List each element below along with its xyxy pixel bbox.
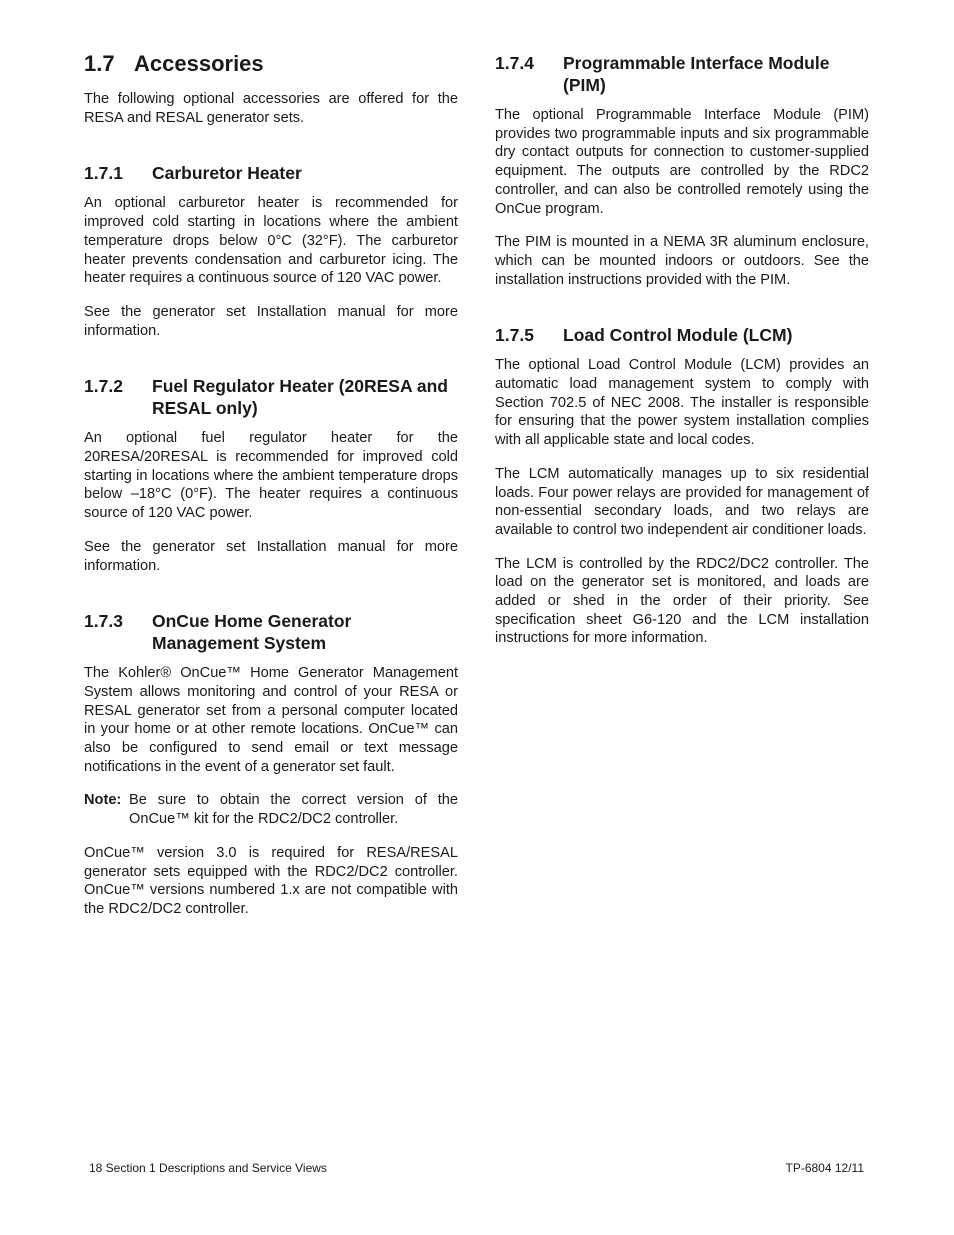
subsection-heading-lcm xyxy=(495,324,869,346)
paragraph: The LCM is controlled by the RDC2/DC2 controller. The load on the generator set is monitored, and loads are added or shed in the order of their priority. See specification sheet G6-120 and the LCM installation instructions for more information. xyxy=(495,555,869,647)
subsection-title: Load Control Module (LCM) xyxy=(563,325,793,346)
right-column xyxy=(495,50,869,663)
paragraph: The optional Load Control Module (LCM) provides an automatic load management system to comply with Section 702.5 of NEC 2008. The installer is responsible for ensuring that the power system installation complies with all applicable state and local codes. xyxy=(495,357,869,449)
section-title: Accessories xyxy=(134,51,264,76)
page-footer xyxy=(89,1161,864,1175)
subsection-title: Fuel Regulator Heater (20RESA and RESAL only) xyxy=(152,376,448,419)
footer-left: 18 Section 1 Descriptions and Service Views xyxy=(89,1161,327,1175)
paragraph: An optional carburetor heater is recommended for improved cold starting in locations where the ambient temperature drops below 0°C (32°F). The carburetor heater prevents condensation and carburetor icing. The heater requires a continuous source of 120 VAC power. xyxy=(84,195,458,287)
subsection-heading-fuel-regulator xyxy=(84,375,458,419)
subsection-title: OnCue Home Generator Management System xyxy=(152,611,352,654)
subsection-heading-carburetor xyxy=(84,162,458,184)
paragraph: The PIM is mounted in a NEMA 3R aluminum enclosure, which can be mounted indoors or outdoors. See the installation instructions provided with the PIM. xyxy=(495,234,869,288)
subsection-number: 1.7.5 xyxy=(495,325,534,346)
paragraph: The LCM automatically manages up to six residential loads. Four power relays are provided for management of non-essential secondary loads, and two relays are available to control two independent air conditioner loads. xyxy=(495,465,869,538)
subsection-number: 1.7.4 xyxy=(495,53,534,73)
subsection-number: 1.7.2 xyxy=(84,376,123,397)
paragraph: See the generator set Installation manual for more information. xyxy=(84,303,458,339)
note-text: Be sure to obtain the correct version of the OnCue™ kit for the RDC2/DC2 controller. xyxy=(129,792,458,828)
paragraph: The optional Programmable Interface Module (PIM) provides two programmable inputs and six programmable dry contact outputs for connection to customer-supplied equipment. The outputs are controlled by the RDC2 controller, and can also be controlled remotely using the OnCue program. xyxy=(495,107,869,217)
subsection-number: 1.7.1 xyxy=(84,163,123,184)
paragraph: OnCue™ version 3.0 is required for RESA/RESAL generator sets equipped with the RDC2/DC2 controller. OnCue™ versions numbered 1.x are not compatible with the RDC2/DC2 controller. xyxy=(84,844,458,917)
note-label: Note: xyxy=(84,792,122,809)
paragraph: An optional fuel regulator heater for the 20RESA/20RESAL is recommended for improved cold starting in locations where the ambient temperature drops below –18°C (0°F). The heater requires a continuous source of 120 VAC power. xyxy=(84,430,458,522)
paragraph: The Kohler® OnCue™ Home Generator Management System allows monitoring and control of your RESA or RESAL generator set from a personal computer located in your home or at other remote locations. OnCue™ can also be configured to send email or text message notifications in the event of a generator set fault. xyxy=(84,665,458,775)
note-block xyxy=(84,791,458,828)
subsection-title: Carburetor Heater xyxy=(152,163,302,184)
left-column xyxy=(84,50,458,934)
section-number: 1.7 xyxy=(84,51,115,76)
subsection-heading-pim xyxy=(495,52,869,96)
subsection-heading-oncue xyxy=(84,610,458,654)
subsection-number: 1.7.3 xyxy=(84,611,123,632)
footer-right: TP-6804 12/11 xyxy=(785,1161,864,1175)
paragraph: See the generator set Installation manual for more information. xyxy=(84,538,458,574)
intro-paragraph: The following optional accessories are offered for the RESA and RESAL generator sets. xyxy=(84,91,458,126)
subsection-title: Programmable Interface Module (PIM) xyxy=(563,53,830,95)
section-heading xyxy=(84,50,458,78)
